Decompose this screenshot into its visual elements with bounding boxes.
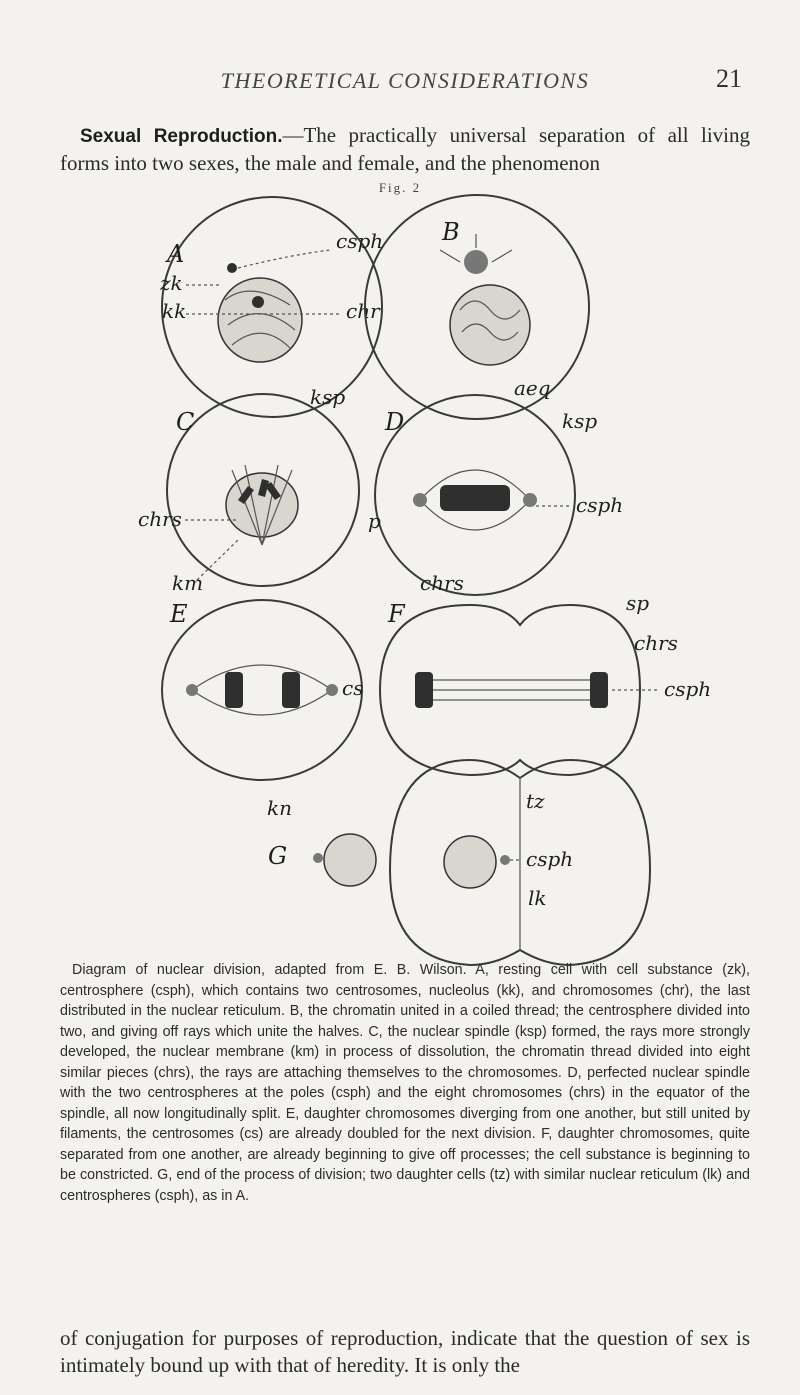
- page-number: 21: [716, 64, 742, 93]
- label-p: p: [368, 509, 381, 533]
- cell-b-outline: [365, 195, 589, 419]
- label-chrs-f: chrs: [634, 631, 678, 655]
- label-chr: chr: [346, 299, 380, 323]
- cell-g-centrosphere-left: [313, 853, 323, 863]
- label-csph-f: csph: [664, 677, 712, 701]
- label-chrs-d: chrs: [420, 571, 464, 595]
- cell-c-chromosomes: [238, 479, 281, 504]
- panel-letter-a: A: [167, 240, 185, 268]
- cell-b-centrosphere: [464, 250, 488, 274]
- cell-e-centrosome-left: [186, 684, 198, 696]
- label-km: km: [172, 571, 204, 595]
- leader-csph-a: [238, 250, 330, 268]
- leader-km: [197, 540, 238, 580]
- cell-e-outline: [162, 600, 362, 780]
- panel-d: [375, 395, 575, 595]
- figure-caption: Diagram of nuclear division, adapted from E. B. Wilson. A, resting cell with cell substance (zk), centrosphere (csph), which contains two centrosomes, nucleolus (kk), and chromosomes (chr), the last distributed in the nuclear reticulum. B, the chromatin united in a coiled thread; the centrosphere divided into two, and giving off rays which unite the halves. C, the nuclear spindle (ksp) formed, the rays more strongly developed, the nuclear membrane (km) in process of dissolution, the chromatin thread divided into eight similar pieces (chrs), the rays are attaching themselves to the chromosomes. D, perfected nuclear spindle with the two centrospheres at the poles (csph) and the eight chromosomes (chrs) in the equator of the spindle, all now longitudinally split. E, daughter chromosomes diverging from one another, but still united by filaments, the centrosomes (cs) are already doubled for the next division. F, daughter chromosomes, quite separated from one another, are already beginning to give off processes; the cell substance is beginning to be constricted. G, end of the process of division; two daughter cells (tz) with similar nuclear reticulum (lk) and centrospheres (csph), as in A.: [60, 962, 750, 1204]
- cell-g-centrosphere-right: [500, 855, 510, 865]
- cell-g-nucleus-left: [324, 834, 376, 886]
- cell-b-coiled-thread: [460, 301, 520, 340]
- label-ksp-c: ksp: [310, 385, 346, 409]
- label-lk: lk: [528, 886, 547, 910]
- label-aeq: aeq: [514, 376, 551, 400]
- cell-e-daughter-chromosomes-left: [225, 672, 243, 708]
- label-csph-g: csph: [526, 847, 574, 871]
- cell-b-nucleus: [450, 285, 530, 365]
- panel-letter-d: D: [385, 408, 405, 436]
- label-kk: kk: [162, 299, 187, 323]
- label-cs: cs: [342, 676, 364, 700]
- label-chrs-c: chrs: [138, 507, 182, 531]
- cell-a-nucleus: [218, 278, 302, 362]
- label-tz: tz: [526, 789, 545, 813]
- cell-e-spindle: [192, 665, 332, 715]
- cell-a-outline: [162, 197, 382, 417]
- cell-a-nucleolus: [252, 296, 264, 308]
- cell-e-daughter-chromosomes-right: [282, 672, 300, 708]
- panel-f: [380, 605, 660, 775]
- cell-a-reticulum: [225, 291, 295, 348]
- cell-d-outline: [375, 395, 575, 595]
- top-paragraph: [60, 122, 750, 177]
- page-header: [60, 62, 750, 102]
- cell-a-centrosome: [227, 263, 237, 273]
- cell-d-centrosphere-right: [523, 493, 537, 507]
- cell-c-spindle: [232, 465, 292, 545]
- top-paragraph-text: —The practically universal separation of all living forms into two sexes, the male and female, and the phenomenon: [60, 123, 750, 175]
- cell-b-rays: [440, 234, 512, 262]
- section-run-in-heading: Sexual Reproduction.: [80, 126, 283, 147]
- cell-f-daughter-chromosomes-left: [415, 672, 433, 708]
- panel-b: [365, 195, 589, 419]
- panel-e: [162, 600, 362, 780]
- cell-f-daughter-chromosomes-right: [590, 672, 608, 708]
- panel-letter-g: G: [268, 842, 288, 870]
- panel-letter-e: E: [170, 600, 188, 628]
- panel-g: [313, 760, 650, 965]
- cell-f-filaments: [420, 680, 600, 700]
- label-csph-d: csph: [576, 493, 624, 517]
- label-zk: zk: [160, 271, 183, 295]
- cell-f-outline: [380, 605, 640, 775]
- cell-g-nucleus-right: [444, 836, 496, 888]
- label-csph-a: csph: [336, 229, 384, 253]
- panel-letter-c: C: [176, 408, 195, 436]
- label-kn: kn: [267, 796, 292, 820]
- cell-e-centrosome-right: [326, 684, 338, 696]
- figure-label: Fig. 2: [378, 180, 422, 195]
- label-ksp-d: ksp: [562, 409, 598, 433]
- running-head: THEORETICAL CONSIDERATIONS: [220, 68, 590, 93]
- cell-c-nucleus: [226, 473, 298, 537]
- cell-d-spindle: [420, 470, 530, 530]
- label-sp: sp: [626, 591, 650, 615]
- bottom-paragraph: of conjugation for purposes of reproduction, indicate that the question of sex is intimately bound up with that of heredity. It is only the: [60, 1326, 750, 1377]
- panel-letter-b: B: [442, 218, 460, 246]
- cell-d-centrosphere-left: [413, 493, 427, 507]
- panel-a: [162, 197, 382, 417]
- cell-g-outline: [390, 760, 650, 965]
- panel-letter-f: F: [388, 600, 405, 628]
- panel-c: [167, 394, 359, 586]
- cell-d-equatorial-plate: [440, 485, 510, 511]
- cell-c-outline: [167, 394, 359, 586]
